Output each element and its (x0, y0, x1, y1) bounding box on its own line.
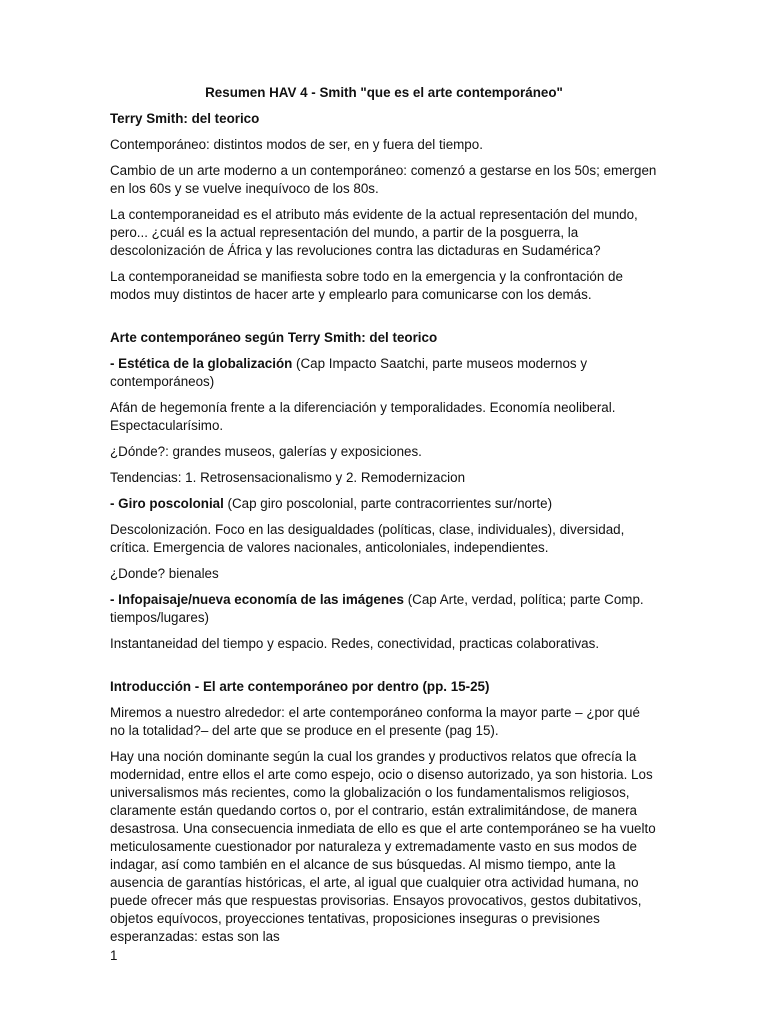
item-label: - Giro poscolonial (110, 496, 224, 511)
paragraph: ¿Donde? bienales (110, 566, 219, 581)
paragraph: La contemporaneidad es el atributo más evidente de la actual representación del mundo, pero... ¿cuál es la actual representación del mundo, a partir de la posguerra, la descolonización de África y las revoluciones contra las dictaduras en Sudamérica? (110, 207, 638, 258)
list-item-infopaisaje (110, 591, 658, 627)
paragraph: Miremos a nuestro alrededor: el arte contemporáneo conforma la mayor parte – ¿por qué no la totalidad?– del arte que se produce en el presente (pag 15). (110, 705, 640, 738)
paragraph: Afán de hegemonía frente a la diferenciación y temporalidades. Economía neoliberal. Espectacularísimo. (110, 400, 616, 433)
item-note: (Cap Arte, verdad, política; parte Comp. tiempos/lugares) (110, 592, 644, 625)
paragraph: Descolonización. Foco en las desigualdades (políticas, clase, individuales), diversidad, crítica. Emergencia de valores nacionales, anticoloniales, independientes. (110, 522, 625, 555)
paragraph: Instantaneidad del tiempo y espacio. Redes, conectividad, practicas colaborativas. (110, 636, 600, 651)
document-page (110, 84, 658, 954)
paragraph: Tendencias: 1. Retrosensacionalismo y 2. Remodernizacion (110, 470, 466, 485)
section-heading-introduccion: Introducción - El arte contemporáneo por dentro (pp. 15-25) (110, 679, 490, 694)
paragraph: Hay una noción dominante según la cual los grandes y productivos relatos que ofrecía la modernidad, entre ellos el arte como espejo, ocio o disenso autorizado, ya son historia. Los universalismos más recientes, como la globalización o los fundamentalismos religiosos, claramente están quedando cortos o, por el contrario, están extralimitándose, de manera desastrosa. Una consecuencia inmediata de ello es que el arte contemporáneo se ha vuelto meticulosamente cuestionador por naturaleza y extremadamente vasto en sus modos de indagar, así como también en el alcance de sus búsquedas. Al mismo tiempo, ante la ausencia de garantías históricas, el arte, al igual que cualquier otra actividad humana, no puede ofrecer más que respuestas provisorias. Ensayos provocativos, gestos dubitativos, objetos equívocos, proyecciones tentativas, proposiciones inseguras o previsiones esperanzadas: estas son las (110, 749, 656, 944)
paragraph: ¿Dónde?: grandes museos, galerías y exposiciones. (110, 444, 422, 459)
paragraph: La contemporaneidad se manifiesta sobre todo en la emergencia y la confrontación de modos muy distintos de hacer arte y emplearlo para comunicarse con los demás. (110, 269, 623, 302)
document-title: Resumen HAV 4 - Smith "que es el arte contemporáneo" (205, 85, 563, 100)
list-item-globalizacion (110, 355, 658, 391)
item-note: (Cap giro poscolonial, parte contracorrientes sur/norte) (223, 496, 553, 511)
section-heading-terry-smith: Terry Smith: del teorico (110, 111, 260, 126)
item-label: - Estética de la globalización (110, 356, 293, 371)
item-label: - Infopaisaje/nueva economía de las imágenes (110, 592, 404, 607)
page-number: 1 (110, 948, 118, 963)
item-note: (Cap Impacto Saatchi, parte museos modernos y contemporáneos) (110, 356, 588, 389)
paragraph: Cambio de un arte moderno a un contemporáneo: comenzó a gestarse en los 50s; emergen en los 60s y se vuelve inequívoco de los 80s. (110, 163, 657, 196)
spacer (110, 661, 658, 678)
list-item-giro-poscolonial (110, 495, 658, 513)
spacer (110, 312, 658, 329)
paragraph: Contemporáneo: distintos modos de ser, en y fuera del tiempo. (110, 137, 483, 152)
section-heading-arte-contemporaneo: Arte contemporáneo según Terry Smith: del teorico (110, 330, 438, 345)
